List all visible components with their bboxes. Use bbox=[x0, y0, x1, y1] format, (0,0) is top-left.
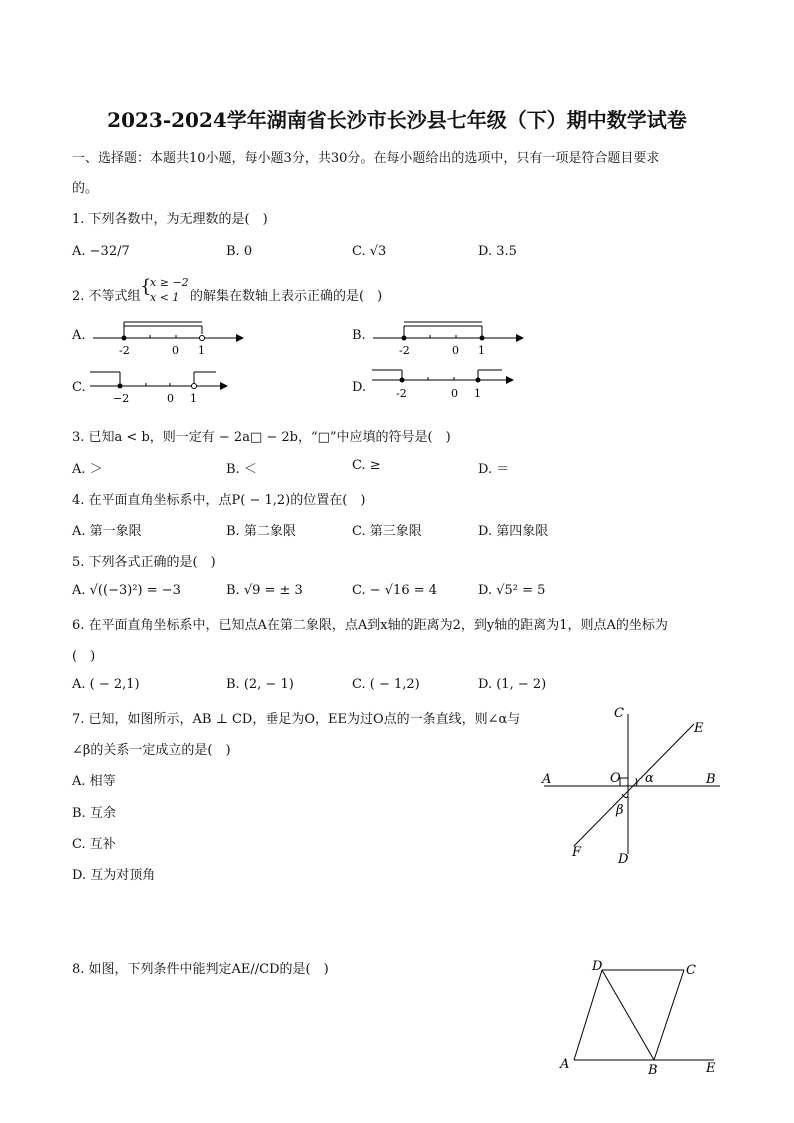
q1-option-a: A. −32/7 bbox=[72, 244, 130, 259]
q5-stem: 5. 下列各式正确的是( ) bbox=[72, 555, 216, 570]
q2-option-d: D. bbox=[352, 380, 367, 395]
tick-label-1: 1 bbox=[190, 392, 197, 405]
q2-brace: { bbox=[140, 276, 152, 297]
q4-option-c: C. 第三象限 bbox=[352, 524, 422, 539]
tick-label-0: 0 bbox=[451, 387, 458, 400]
label-a: A bbox=[542, 772, 552, 787]
label-e: E bbox=[706, 1061, 716, 1076]
tick-label-1: 1 bbox=[478, 344, 485, 357]
tick-label-0: 0 bbox=[452, 344, 459, 357]
q1-option-b: B. 0 bbox=[226, 244, 253, 259]
label-alpha: α bbox=[645, 771, 654, 786]
q4-option-b: B. 第二象限 bbox=[226, 524, 296, 539]
q7-stem-cont: ∠β的关系一定成立的是( ) bbox=[72, 743, 231, 758]
q4-option-a: A. 第一象限 bbox=[72, 524, 142, 539]
q3-option-c: C. ≥ bbox=[352, 458, 381, 473]
q2-option-a: A. bbox=[72, 328, 86, 343]
q7-stem: 7. 已知，如图所示，AB ⊥ CD，垂足为O，EE为过O点的一条直线，则∠α与 bbox=[72, 712, 521, 727]
q5-option-d: D. √5² = 5 bbox=[478, 583, 546, 598]
q2-system-2: x < 1 bbox=[150, 291, 180, 304]
q7-option-c: C. 互补 bbox=[72, 837, 116, 852]
q3-option-a: A. ＞ bbox=[72, 462, 103, 477]
q6-option-a: A. ( − 2,1) bbox=[72, 677, 140, 692]
tick-label-m2: -2 bbox=[119, 344, 130, 357]
tick-label-0: 0 bbox=[167, 392, 174, 405]
q7-option-a: A. 相等 bbox=[72, 774, 116, 789]
q6-option-d: D. (1, − 2) bbox=[478, 677, 547, 692]
q2-stem-pre: 2. 不等式组 bbox=[72, 289, 141, 304]
q5-option-c: C. − √16 = 4 bbox=[352, 583, 438, 598]
number-line-c bbox=[88, 366, 238, 408]
q4-option-d: D. 第四象限 bbox=[478, 524, 549, 539]
q8-stem: 8. 如图，下列条件中能判定AE//CD的是( ) bbox=[72, 962, 329, 977]
q1-stem: 1. 下列各数中，为无理数的是( ) bbox=[72, 212, 268, 227]
tick-label-m2: −2 bbox=[113, 392, 130, 405]
tick-label-0: 0 bbox=[172, 344, 179, 357]
q2-system-1: x ≥ −2 bbox=[150, 276, 189, 289]
q6-stem-cont: ( ) bbox=[72, 649, 96, 664]
q2-option-c: C. bbox=[72, 380, 86, 395]
q6-stem: 6. 在平面直角坐标系中，已知点A在第二象限，点A到x轴的距离为2，到y轴的距离为1，则点A的坐标为 bbox=[72, 618, 668, 633]
q1-option-c: C. √3 bbox=[352, 244, 387, 259]
label-e: E bbox=[694, 721, 704, 736]
q5-option-a: A. √((−3)²) = −3 bbox=[72, 583, 181, 598]
label-c: C bbox=[614, 706, 624, 721]
number-line-a bbox=[88, 318, 248, 360]
q7-option-d: D. 互为对顶角 bbox=[72, 868, 156, 883]
section-heading: 一、选择题：本题共10小题，每小题3分，共30分。在每小题给出的选项中，只有一项是符合题目要求 bbox=[72, 151, 660, 166]
q1-option-d: D. 3.5 bbox=[478, 244, 517, 259]
page-title: 2023-2024学年湖南省长沙市长沙县七年级（下）期中数学试卷 bbox=[107, 108, 687, 132]
number-line-d bbox=[370, 364, 520, 408]
q5-option-b: B. √9 = ± 3 bbox=[226, 583, 303, 598]
q3-option-b: B. ＜ bbox=[226, 462, 257, 477]
q8-figure bbox=[556, 956, 726, 1082]
label-beta: β bbox=[616, 803, 624, 818]
label-b: B bbox=[706, 772, 716, 787]
tick-label-1: 1 bbox=[198, 344, 205, 357]
q7-option-b: B. 互余 bbox=[72, 806, 116, 821]
section-heading-cont: 的。 bbox=[72, 181, 99, 196]
label-c: C bbox=[686, 963, 696, 978]
tick-label-1: 1 bbox=[474, 387, 481, 400]
q3-option-d: D. ＝ bbox=[478, 462, 510, 477]
tick-label-m2: -2 bbox=[399, 344, 410, 357]
number-line-b bbox=[368, 318, 528, 360]
label-f: F bbox=[572, 845, 582, 860]
label-a: A bbox=[560, 1057, 570, 1072]
q2-stem-post: 的解集在数轴上表示正确的是( ) bbox=[190, 289, 383, 304]
q6-option-c: C. ( − 1,2) bbox=[352, 677, 420, 692]
q3-stem: 3. 已知a < b，则一定有 − 2a□ − 2b，“□”中应填的符号是( ) bbox=[72, 430, 451, 445]
label-b: B bbox=[648, 1063, 658, 1078]
tick-label-m2: -2 bbox=[396, 387, 407, 400]
label-d: D bbox=[592, 959, 603, 974]
q7-figure bbox=[538, 700, 728, 870]
label-d: D bbox=[618, 852, 629, 867]
q2-option-b: B. bbox=[352, 328, 366, 343]
label-o: O bbox=[610, 771, 621, 786]
q6-option-b: B. (2, − 1) bbox=[226, 677, 294, 692]
q4-stem: 4. 在平面直角坐标系中，点P( − 1,2)的位置在( ) bbox=[72, 493, 366, 508]
